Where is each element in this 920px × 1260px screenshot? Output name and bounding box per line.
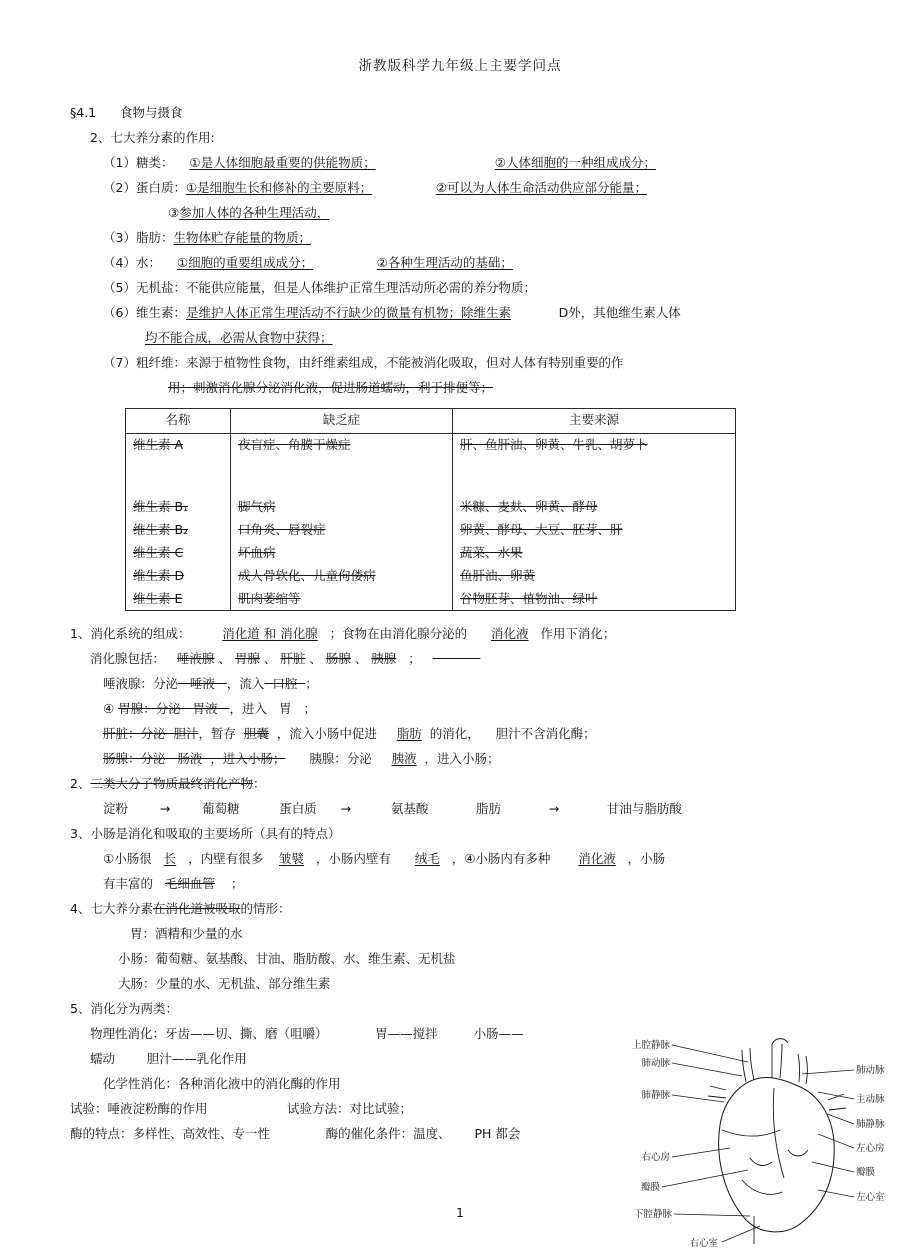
text-line <box>70 650 865 667</box>
text-segment <box>313 255 377 270</box>
table-cell <box>453 542 736 565</box>
text-segment: 胰液 <box>391 751 417 766</box>
text-segment: 三类大分子物质最终消化产物 <box>90 776 253 791</box>
text-line <box>70 900 865 917</box>
text-segment: 、 <box>259 651 281 666</box>
text-line <box>70 975 865 992</box>
text-line <box>70 279 865 296</box>
table-header-cell: 主要来源 <box>453 409 736 434</box>
text-segment: 作用下消化； <box>528 626 616 641</box>
table-cell-text: 肌肉萎缩等 <box>238 590 301 606</box>
text-segment: ，④小肠内有多种 <box>439 851 579 866</box>
table-cell <box>453 434 736 496</box>
text-line <box>70 825 865 842</box>
text-segment: ④ <box>103 701 119 716</box>
table-cell <box>453 588 736 611</box>
text-segment: ②可以为人体生命活动供应部分能量； <box>435 180 647 195</box>
table-cell <box>126 519 231 542</box>
table-header-cell: 缺乏症 <box>231 409 453 434</box>
text-segment: ，进入小肠； <box>416 751 500 766</box>
table-cell <box>231 588 453 611</box>
table-body <box>126 434 736 611</box>
text-segment: 口腔 <box>264 676 306 691</box>
text-segment: 化学性消化：各种消化液中的消化酶的作用 <box>103 1076 341 1091</box>
text-segment: 肠腺：分泌 肠液 ，进入小肠； <box>103 751 286 766</box>
text-line <box>70 129 865 146</box>
text-segment: 、 <box>305 651 326 666</box>
text-segment: 胃腺：分泌 胃液 <box>118 701 230 716</box>
text-segment: D外，其他维生素人体 <box>510 305 681 320</box>
text-segment: 肝脏：分泌 胆汁 <box>103 726 199 741</box>
text-segment: 有丰富的 <box>103 876 165 891</box>
table-cell-text: 脚气病 <box>238 498 276 514</box>
heart-label-left-atrium: 左心房 <box>856 1143 885 1154</box>
text-segment: 来源于植物性食物，由纤维素组成，不能被消化吸取，但对人体有特别重要的作 <box>185 355 624 370</box>
table-row <box>126 542 736 565</box>
text-segment: §4.1 食物与摄食 <box>70 105 183 120</box>
text-segment: ； <box>396 651 433 666</box>
text-segment <box>376 155 495 170</box>
text-segment: 用；刺激消化腺分泌消化液，促进肠道蠕动，利于排便等； <box>168 380 494 395</box>
text-segment: 的消化， 胆汁不含消化酶； <box>421 726 596 741</box>
heart-diagram <box>622 1030 914 1258</box>
text-segment: ，小肠 <box>615 851 666 866</box>
text-line <box>70 329 865 346</box>
text-segment: （7）粗纤维： <box>103 355 186 370</box>
heart-label-valve-left: 瓣膜 <box>640 1182 660 1193</box>
text-segment: 物理性消化：牙齿——切、撕、磨（咀嚼） 胃——搅拌 小肠—— <box>90 1026 524 1041</box>
text-segment: ，内壁有很多 <box>176 851 279 866</box>
text-segment: ，进入 胃 ； <box>229 701 316 716</box>
text-segment: 唾液腺 <box>176 651 215 666</box>
heart-label-pulmonary-vein-right: 肺静脉 <box>856 1119 885 1130</box>
text-segment: 蠕动 胆汁——乳化作用 <box>90 1051 247 1066</box>
heart-label-superior-vena-cava: 上腔静脉 <box>631 1040 670 1051</box>
heart-label-pulmonary-artery-left: 肺动脉 <box>641 1058 670 1069</box>
heart-label-left-ventricle: 左心室 <box>856 1192 885 1203</box>
heart-label-pulmonary-artery-right: 肺动脉 <box>856 1065 885 1076</box>
text-segment: ，小肠内壁有 <box>304 851 415 866</box>
text-segment: （5）无机盐： <box>103 280 186 295</box>
text-line <box>70 750 865 767</box>
table-cell-text: 谷物胚芽、植物油、绿叶 <box>460 590 598 606</box>
table-cell <box>126 588 231 611</box>
table-cell-text: 维生素 B₂ <box>133 521 189 537</box>
vitamin-table <box>125 408 736 611</box>
text-segment: 在消化道被吸取 <box>152 901 241 916</box>
text-segment: 的情形： <box>240 901 291 916</box>
table-cell <box>453 519 736 542</box>
text-segment: ②人体细胞的一种组成成分； <box>494 155 656 170</box>
text-line <box>70 925 865 942</box>
table-row <box>126 588 736 611</box>
table-cell-text: 维生素 A <box>133 437 184 452</box>
text-segment: 唾液 <box>178 676 227 691</box>
text-line <box>70 104 865 121</box>
table-cell <box>231 542 453 565</box>
table-cell-text: 肝、鱼肝油、卵黄、牛乳、胡萝卜 <box>460 437 648 452</box>
text-segment: 2、 <box>70 776 91 791</box>
page-number: 1 <box>456 1205 464 1220</box>
text-line <box>70 675 865 692</box>
text-segment: 胃：酒精和少量的水 <box>130 926 243 941</box>
text-line <box>70 875 865 892</box>
text-line <box>70 950 865 967</box>
text-segment: 胃腺 <box>234 651 260 666</box>
table-cell-text: 卵黄、酵母、大豆、胚芽、肝 <box>460 521 623 537</box>
heart-label-right-ventricle: 右心室 <box>689 1238 718 1249</box>
table-cell-text: 维生素 D <box>133 567 185 583</box>
heart-inner-lines <box>722 1088 808 1194</box>
text-segment: 均不能合成，必需从食物中获得； <box>145 330 333 345</box>
table-cell <box>231 496 453 519</box>
text-line <box>70 254 865 271</box>
table-header-cell: 名称 <box>126 409 231 434</box>
text-segment: 唾液腺：分泌 <box>103 676 179 691</box>
text-segment: 、 <box>214 651 235 666</box>
text-line <box>70 354 865 371</box>
table-row <box>126 565 736 588</box>
table-row <box>126 519 736 542</box>
text-segment: ①是细胞生长和修补的主要原料； <box>185 180 373 195</box>
text-segment: 消化腺包括： <box>90 651 177 666</box>
text-segment: ，流入小肠中促进 <box>268 726 397 741</box>
table-cell <box>126 496 231 519</box>
text-line <box>70 1000 865 1017</box>
text-segment: 5、消化分为两类： <box>70 1001 178 1016</box>
text-segment: ①细胞的重要组成成分； <box>176 255 314 270</box>
table-cell-text: 米糠、麦麸、卵黄、酵母 <box>460 498 598 514</box>
table-cell-text: 口角炎、唇裂症 <box>238 521 326 537</box>
text-segment: （1）糖类： <box>103 155 190 170</box>
table-cell-text: 坏血病 <box>238 544 276 560</box>
table-cell <box>126 565 231 588</box>
text-segment: （2）蛋白质： <box>103 180 186 195</box>
text-segment: ①小肠很 <box>103 851 164 866</box>
text-line <box>70 154 865 171</box>
text-segment <box>372 180 436 195</box>
text-segment: 淀粉 → 葡萄糖 蛋白质 → 氨基酸 脂肪 → 甘油与脂肪酸 <box>103 801 682 816</box>
table-row <box>126 496 736 519</box>
table-cell-text: 蔬菜、水果 <box>460 544 523 560</box>
heart-label-valve-right: 瓣膜 <box>856 1167 876 1178</box>
heart-label-pulmonary-vein-left: 肺静脉 <box>641 1090 670 1101</box>
table-cell <box>231 565 453 588</box>
text-segment: 消化道 和 消化腺 <box>222 626 318 641</box>
text-segment: 大肠：少量的水、无机盐、部分维生素 <box>118 976 331 991</box>
text-segment: 绒毛 <box>414 851 440 866</box>
table-cell-text: 维生素 C <box>133 544 184 560</box>
table-cell <box>126 542 231 565</box>
text-line <box>70 379 865 396</box>
heart-label-inferior-vena-cava: 下腔静脉 <box>633 1209 672 1220</box>
text-line <box>70 850 865 867</box>
text-line <box>70 304 865 321</box>
text-line <box>70 229 865 246</box>
text-segment: （3）脂肪： <box>103 230 174 245</box>
text-segment: 2、七大养分素的作用: <box>90 130 215 145</box>
text-segment: 酶的特点：多样性、高效性、专一性 酶的催化条件：温度、 PH 都会 <box>70 1126 521 1141</box>
text-segment: 皱襞 <box>278 851 304 866</box>
text-line <box>70 179 865 196</box>
text-segment: ； <box>214 876 244 891</box>
text-segment: ，暂存 <box>198 726 244 741</box>
text-segment: ①是人体细胞最重要的供能物质； <box>189 155 376 170</box>
heart-figure <box>622 1030 914 1258</box>
text-segment: 消化液 <box>490 626 529 641</box>
text-segment: 毛细血管 <box>164 876 215 891</box>
text-line <box>70 800 865 817</box>
text-segment: （4）水： <box>103 255 177 270</box>
table-cell <box>126 434 231 496</box>
text-segment: 长 <box>163 851 177 866</box>
text-segment: ： <box>252 776 266 791</box>
text-line <box>70 775 865 792</box>
text-segment: 4、七大养分素 <box>70 901 153 916</box>
text-line <box>70 725 865 742</box>
text-segment: （6）维生素： <box>103 305 186 320</box>
table-cell-text: 鱼肝油、卵黄 <box>460 567 536 583</box>
table-cell-text: 维生素 B₁ <box>133 498 189 514</box>
text-segment: 生物体贮存能量的物质； <box>173 230 311 245</box>
text-segment: ，流入 <box>226 676 265 691</box>
text-segment: 试验：唾液淀粉酶的作用 试验方法：对比试验； <box>70 1101 412 1116</box>
text-line <box>70 625 865 642</box>
text-segment: 3、小肠是消化和吸取的主要场所（具有的特点） <box>70 826 341 841</box>
text-segment: 是维护人体正常生理活动不行缺少的微量有机物；除维生素 <box>185 305 511 320</box>
table-cell-text: 维生素 E <box>133 590 183 606</box>
text-segment: 肝脏 <box>280 651 306 666</box>
text-segment: 胰腺：分泌 <box>285 751 392 766</box>
text-segment: ③ <box>168 205 180 220</box>
content-before-table <box>0 104 920 396</box>
table-cell <box>453 565 736 588</box>
text-segment: 胰腺 <box>371 651 397 666</box>
table-row <box>126 434 736 496</box>
document-title: 浙教版科学九年级上主要学问点 <box>358 58 562 74</box>
text-segment: 胆囊 <box>243 726 269 741</box>
text-segment: 不能供应能量，但是人体维护正常生理活动所必需的养分物质； <box>185 280 536 295</box>
text-segment: 小肠：葡萄糖、氨基酸、甘油、脂肪酸、水、维生素、无机盐 <box>118 951 456 966</box>
text-segment: ；食物在由消化腺分泌的 <box>317 626 491 641</box>
heart-label-right-atrium: 右心房 <box>641 1152 670 1163</box>
text-segment: ②各种生理活动的基础； <box>376 255 513 270</box>
text-line <box>70 204 865 221</box>
text-segment: ； <box>305 676 318 691</box>
table-cell <box>453 496 736 519</box>
text-segment: 、 <box>350 651 372 666</box>
table-cell <box>231 519 453 542</box>
table-cell-text: 成人骨软化、儿童佝偻病 <box>238 567 376 583</box>
table-cell-text: 夜盲症、角膜干燥症 <box>238 437 351 452</box>
table-cell <box>231 434 453 496</box>
text-segment: 消化液 <box>578 851 616 866</box>
text-segment: 1、消化系统的组成： <box>70 626 223 641</box>
heart-label-aorta: 主动脉 <box>856 1094 885 1105</box>
text-segment: 参加人体的各种生理活动， <box>179 205 330 220</box>
text-segment <box>433 651 481 666</box>
text-line <box>70 700 865 717</box>
text-segment: 脂肪 <box>396 726 422 741</box>
text-segment: 肠腺 <box>325 651 351 666</box>
table-header-row <box>126 409 736 434</box>
